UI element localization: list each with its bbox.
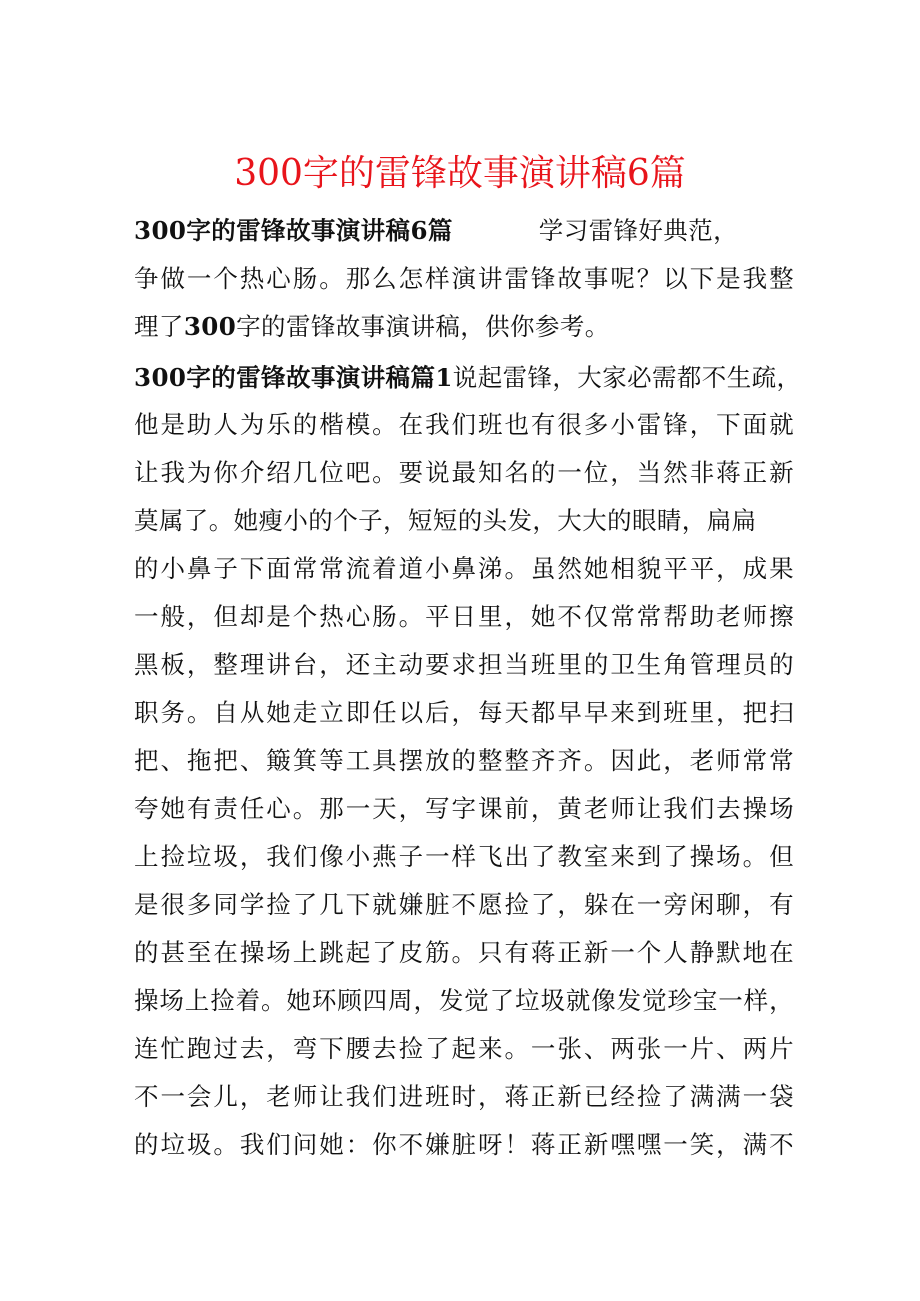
paragraph-line: 的小鼻子下面常常流着道小鼻涕。虽然她相貌平平，成果 [134, 554, 794, 583]
intro-line-3 [134, 310, 794, 344]
paragraph-line: 的甚至在操场上跳起了皮筋。只有蒋正新一个人静默地在 [134, 938, 794, 967]
section-1-first-line-tail: 说起雷锋，大家必需都不生疏， [452, 363, 802, 392]
intro-line-3-a: 理了 [134, 312, 184, 341]
paragraph-line: 不一会儿，老师让我们进班时，蒋正新已经捡了满满一袋 [134, 1082, 794, 1111]
paragraph-line: 夸她有责任心。那一天，写字课前，黄老师让我们去操场 [134, 794, 794, 823]
paragraph-line: 是很多同学捡了几下就嫌脏不愿捡了，躲在一旁闲聊，有 [134, 890, 794, 919]
intro-line-1-tail: 学习雷锋好典范， [538, 216, 738, 245]
intro-line-3-bold: 300 [183, 312, 237, 341]
intro-line-1 [134, 214, 794, 248]
paragraph-line: 让我为你介绍几位吧。要说最知名的一位，当然非蒋正新 [134, 458, 794, 487]
intro-line-3-b: 字的雷锋故事演讲稿，供你参考。 [236, 312, 610, 341]
paragraph-line: 连忙跑过去，弯下腰去捡了起来。一张、两张一片、两片 [134, 1034, 794, 1063]
paragraph-line: 莫属了。她瘦小的个子，短短的头发，大大的眼睛，扁扁 [134, 506, 757, 535]
intro-heading: 300字的雷锋故事演讲稿6篇 [134, 216, 453, 245]
section-1-first-line [134, 361, 802, 395]
paragraph-line: 把、拖把、簸箕等工具摆放的整整齐齐。因此，老师常常 [134, 746, 794, 775]
paragraph-line: 职务。自从她走立即任以后，每天都早早来到班里，把扫 [134, 698, 794, 727]
paragraph-line: 一般，但却是个热心肠。平日里，她不仅常常帮助老师擦 [134, 602, 794, 631]
paragraph-line: 的垃圾。我们问她：你不嫌脏呀！蒋正新嘿嘿一笑，满不 [134, 1130, 794, 1159]
intro-line-2: 争做一个热心肠。那么怎样演讲雷锋故事呢？以下是我整 [134, 264, 794, 293]
paragraph-line: 上捡垃圾，我们像小燕子一样飞出了教室来到了操场。但 [134, 842, 794, 871]
paragraph-line: 操场上捡着。她环顾四周，发觉了垃圾就像发觉珍宝一样， [134, 986, 794, 1015]
paragraph-line: 黑板，整理讲台，还主动要求担当班里的卫生角管理员的 [134, 650, 794, 679]
document-title: 300字的雷锋故事演讲稿6篇 [234, 153, 686, 194]
section-1-heading: 300字的雷锋故事演讲稿篇1 [134, 363, 453, 392]
paragraph-line: 他是助人为乐的楷模。在我们班也有很多小雷锋，下面就 [134, 410, 794, 439]
